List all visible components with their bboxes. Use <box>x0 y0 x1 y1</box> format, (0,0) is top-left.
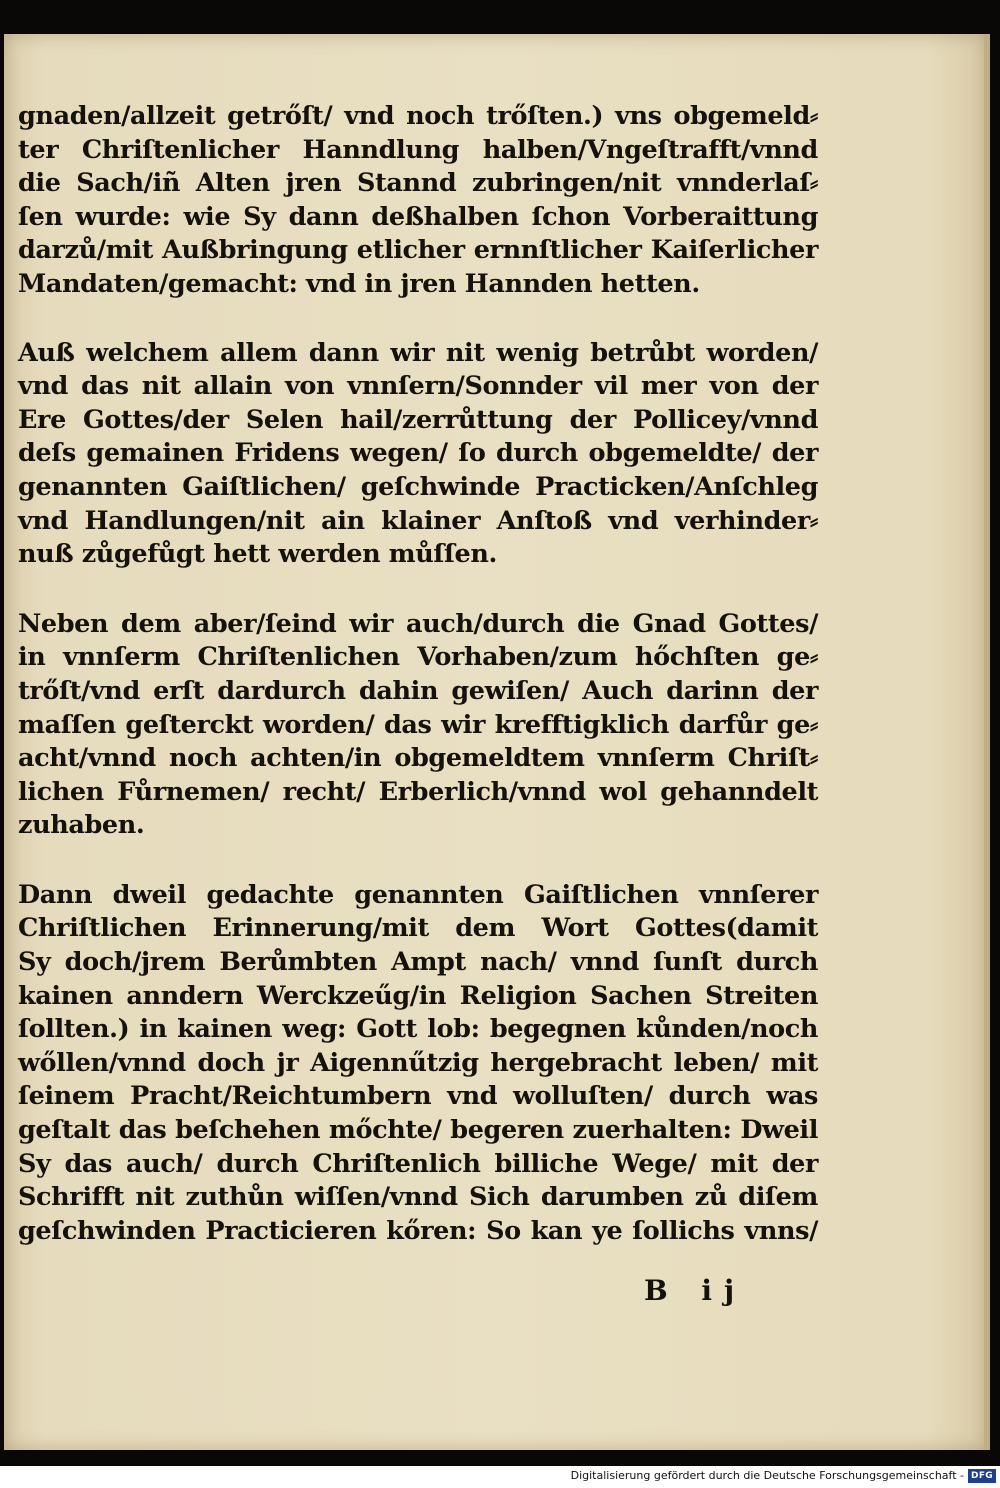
book-page <box>4 34 987 1450</box>
text-line: Dann dweil gedachte genannten Gaiſtlichen vnnſerer <box>18 879 818 910</box>
text-line: wőllen/vnnd doch jr Aigennűtzig hergebracht leben/ mit <box>18 1047 818 1078</box>
text-line: vnd das nit allain von vnnſern/Sonnder vil mer von der <box>18 371 818 402</box>
paragraph-3 <box>18 608 818 843</box>
text-line: Chriſtlichen Erinnerung/mit dem Wort Gottes(damit <box>18 913 818 944</box>
text-line: Ere Gottes/der Selen hail/zerrůttung der Pollicey/vnnd <box>18 404 818 435</box>
text-line: Auß welchem allem dann wir nit wenig betrůbt worden/ <box>18 337 818 368</box>
text-line: die Sach/iñ Alten jren Stannd zubringen/nit vnnderlaſ⸗ <box>18 168 818 199</box>
text-line: in vnnſerm Chriſtenlichen Vorhaben/zum hőchſten ge⸗ <box>18 642 818 673</box>
text-line: zuhaben. <box>18 810 145 841</box>
text-block <box>18 100 818 1248</box>
text-line: acht/vnnd noch achten/in obgemeldtem vnnſerm Chriſt⸗ <box>18 743 818 774</box>
text-line: geſtalt das beſchehen mőchte/ begeren zuerhalten: Dweil <box>18 1115 818 1146</box>
text-line: deſs gemainen Fridens wegen/ ſo durch obgemeldte/ der <box>18 438 818 469</box>
text-line: maſſen geſterckt worden/ das wir krefftigklich darfůr ge⸗ <box>18 709 818 740</box>
text-line: geſchwinden Practicieren kőren: So kan ye ſollichs vnns/ <box>18 1215 818 1246</box>
text-line: kainen anndern Werckzeűg/in Religion Sachen Streiten <box>18 980 818 1011</box>
signature-mark: B ij <box>644 1274 747 1307</box>
text-line: Neben dem aber/ſeind wir auch/durch die Gnad Gottes/ <box>18 608 818 639</box>
text-line: nuß zůgefůgt hett werden můſſen. <box>18 539 497 570</box>
text-line: Sy doch/jrem Berůmbten Ampt nach/ vnnd ſunſt durch <box>18 947 818 978</box>
paragraph-2 <box>18 337 818 572</box>
text-line: ſen wurde: wie Sy dann deßhalben ſchon Vorberaittung <box>18 201 818 232</box>
text-line: ſeinem Pracht/Reichtumbern vnd wolluſten/ durch was <box>18 1081 818 1112</box>
text-line: genannten Gaiſtlichen/ geſchwinde Practicken/Anſchleg <box>18 471 818 502</box>
footer <box>0 1466 1000 1488</box>
text-line: Mandaten/gemacht: vnd in jren Hannden hetten. <box>18 268 700 299</box>
text-line: Sy das auch/ durch Chriſtenlich billiche Wege/ mit der <box>18 1148 818 1179</box>
text-line: vnd Handlungen/nit ain klainer Anſtoß vnd verhinder⸗ <box>18 505 818 536</box>
text-line: ter Chriſtenlicher Hanndlung halben/Vngeſtrafft/vnnd <box>18 134 818 165</box>
text-line: Schrifft nit zuthůn wiſſen/vnnd Sich darumben zů diſem <box>18 1182 818 1213</box>
text-line: lichen Fůrnemen/ recht/ Erberlich/vnnd wol gehanndelt <box>18 776 818 807</box>
page-edge <box>984 34 990 1450</box>
paragraph-1 <box>18 100 818 302</box>
text-line: ſollten.) in kainen weg: Gott lob: begegnen kůnden/noch <box>18 1014 818 1045</box>
text-line: trőſt/vnd erſt dardurch dahin gewiſen/ Auch darinn der <box>18 675 818 706</box>
dfg-logo: DFG <box>968 1469 996 1483</box>
text-line: gnaden/allzeit getrőſt/ vnd noch trőſten.) vns obgemeld⸗ <box>18 101 818 131</box>
funding-note: Digitalisierung gefördert durch die Deutsche Forschungsgemeinschaft - <box>570 1469 964 1482</box>
paragraph-4 <box>18 879 818 1249</box>
text-line: darzů/mit Außbringung etlicher ernnſtlicher Kaiſerlicher <box>18 235 818 266</box>
